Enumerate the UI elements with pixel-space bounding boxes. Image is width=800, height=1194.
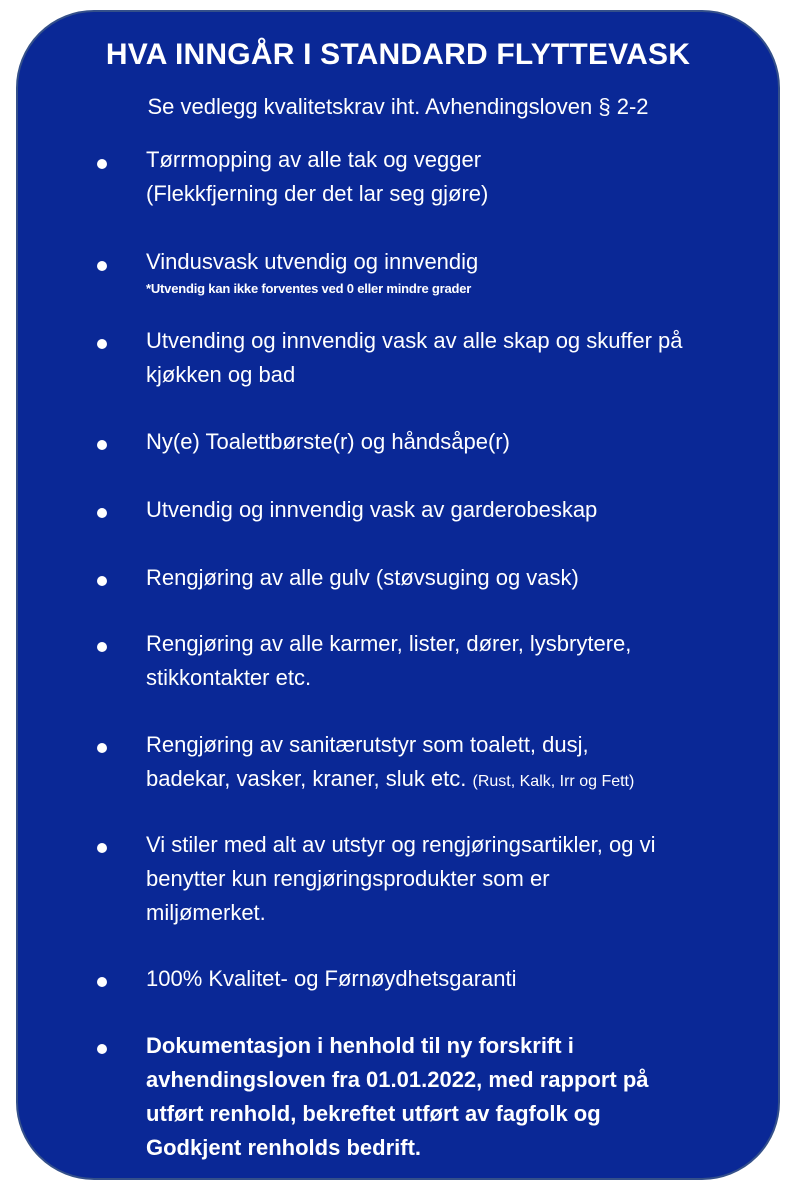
list-item-text: benytter kun rengjøringsprodukter som er [146,866,550,891]
list-item-text: Rengjøring av sanitærutstyr som toalett, dusj, [146,732,589,757]
bullet-icon [97,576,107,586]
info-card [16,10,780,1180]
list-item-note: (Rust, Kalk, Irr og Fett) [472,773,635,790]
list-item [146,627,746,695]
list-item-text: Rengjøring av alle gulv (støvsuging og vask) [146,565,579,590]
list-item-text: stikkontakter etc. [146,665,312,690]
list-item-text: Utvending og innvendig vask av alle skap og skuffer på [146,328,683,353]
list-item-text: miljømerket. [146,900,266,925]
list-item-note: *Utvendig kan ikke forventes ved 0 eller mindre grader [146,281,472,296]
list-item [146,143,746,211]
bullet-icon [97,977,107,987]
list-item-text: Tørrmopping av alle tak og vegger [146,147,482,172]
bullet-icon [97,339,107,349]
list-item-text: Vi stiler med alt av utstyr og rengjøringsartikler, og vi [146,832,656,857]
list-item [146,324,746,392]
bullet-icon [97,843,107,853]
bullet-icon [97,1044,107,1054]
bullet-icon [97,440,107,450]
list-item-text: badekar, vasker, kraner, sluk etc. (Rust, Kalk, Irr og Fett) [146,766,635,791]
bullet-icon [97,642,107,652]
list-item [146,493,746,527]
card-title: HVA INNGÅR I STANDARD FLYTTEVASK [105,38,691,71]
bullet-icon [97,261,107,271]
list-item [146,425,746,459]
list-item-text: Ny(e) Toalettbørste(r) og håndsåpe(r) [146,429,510,454]
list-item [146,561,746,595]
card-subtitle: Se vedlegg kvalitetskrav iht. Avhendingsloven § 2-2 [147,94,649,119]
list-item [146,962,746,996]
list-item [146,1029,746,1165]
bullet-icon [97,508,107,518]
list-item-text: Godkjent renholds bedrift. [146,1135,422,1160]
list-item-text: avhendingsloven fra 01.01.2022, med rapport på [146,1067,649,1092]
list-item-text: Utvendig og innvendig vask av garderobeskap [146,497,598,522]
list-item-text: Rengjøring av alle karmer, lister, dører, lysbrytere, [146,631,632,656]
list-item-text: 100% Kvalitet- og Førnøydhetsgaranti [146,966,517,991]
list-item-text: Dokumentasjon i henhold til ny forskrift i [146,1033,574,1058]
bullet-icon [97,159,107,169]
list-item-text: utført renhold, bekreftet utført av fagfolk og [146,1101,601,1126]
list-item-text: kjøkken og bad [146,362,296,387]
list-item [146,828,746,930]
list-item-text: Vindusvask utvendig og innvendig [146,249,479,274]
list-item [146,245,746,299]
bullet-icon [97,743,107,753]
list-item [146,728,746,799]
list-item-text: (Flekkfjerning der det lar seg gjøre) [146,181,489,206]
